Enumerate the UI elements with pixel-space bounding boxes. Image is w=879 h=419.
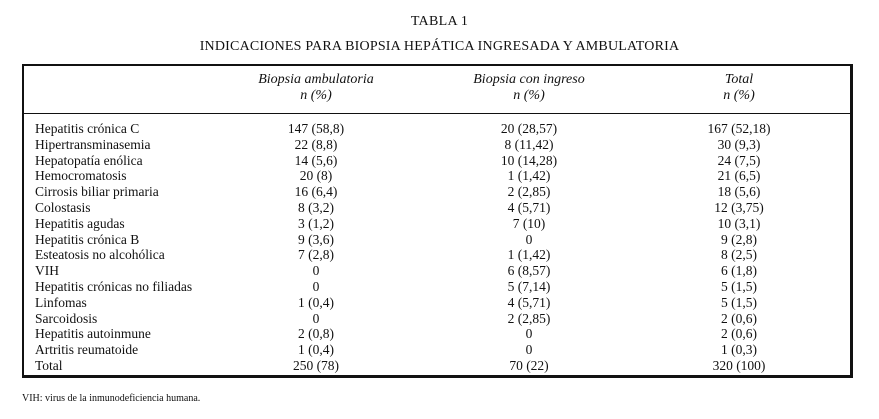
table-cell: 4 (5,71)	[507, 199, 551, 215]
row-label: Hepatitis autoinmune	[35, 326, 151, 342]
table-cell: 20 (8)	[299, 168, 333, 184]
table-row	[24, 200, 850, 216]
table-cell: 70 (22)	[509, 357, 549, 373]
table-row	[24, 121, 850, 137]
table-cell: 10 (14,28)	[500, 152, 558, 168]
column-header-admission	[429, 72, 629, 104]
table-cell: 0	[525, 342, 533, 358]
row-label: Cirrosis biliar primaria	[35, 184, 159, 200]
table-row	[24, 153, 850, 169]
column-unit: n (%)	[723, 88, 755, 103]
table-cell: 16 (6,4)	[294, 184, 338, 200]
column-name: Biopsia ambulatoria	[258, 72, 374, 87]
table-cell: 1 (1,42)	[507, 168, 551, 184]
table-number: TABLA 1	[410, 14, 469, 29]
table-cell: 9 (3,6)	[298, 231, 334, 247]
row-label: Hepatitis crónicas no filiadas	[35, 278, 193, 294]
table-cell: 0	[312, 278, 320, 294]
table-cell: 22 (8,8)	[294, 136, 338, 152]
header-divider	[24, 113, 850, 114]
row-label: Hepatopatía enólica	[35, 152, 143, 168]
column-name: Total	[724, 72, 754, 87]
table-title: INDICACIONES PARA BIOPSIA HEPÁTICA INGRESADA Y AMBULATORIA	[199, 39, 680, 54]
table-cell: 2 (2,85)	[507, 184, 551, 200]
table-cell: 21 (6,5)	[717, 168, 761, 184]
table-cell: 20 (28,57)	[500, 121, 558, 136]
table-cell: 5 (7,14)	[507, 278, 551, 294]
table-cell: 2 (2,85)	[507, 310, 551, 326]
table-cell: 6 (1,8)	[721, 263, 757, 279]
row-label: Hemocromatosis	[35, 168, 127, 184]
table-cell: 8 (3,2)	[298, 199, 334, 215]
table-cell: 2 (0,8)	[298, 326, 334, 342]
table-cell: 250 (78)	[292, 357, 340, 373]
column-unit: n (%)	[513, 88, 545, 103]
data-table	[22, 64, 853, 378]
row-label: Hipertransminasemia	[35, 136, 151, 152]
table-footnote: VIH: virus de la inmunodeficiencia humana.	[22, 393, 201, 404]
table-cell: 3 (1,2)	[298, 215, 334, 231]
table-cell: 5 (1,5)	[721, 294, 757, 310]
row-label: Colostasis	[35, 199, 91, 215]
table-cell: 18 (5,6)	[717, 184, 761, 200]
row-label: Sarcoidosis	[35, 310, 98, 326]
table-cell: 9 (2,8)	[721, 231, 757, 247]
table-cell: 167 (52,18)	[707, 121, 771, 136]
table-row	[24, 247, 850, 263]
table-cell: 0	[312, 263, 320, 279]
column-unit: n (%)	[300, 88, 332, 103]
table-cell: 4 (5,71)	[507, 294, 551, 310]
table-row	[24, 279, 850, 295]
table-cell: 5 (1,5)	[721, 278, 757, 294]
table-cell: 10 (3,1)	[717, 215, 761, 231]
table-cell: 0	[525, 231, 533, 247]
table-body	[24, 121, 850, 374]
table-row	[24, 137, 850, 153]
table-row	[24, 326, 850, 342]
table-cell: 8 (11,42)	[504, 136, 554, 152]
table-cell: 0	[525, 326, 533, 342]
table-row	[24, 168, 850, 184]
table-cell: 12 (3,75)	[714, 199, 764, 215]
table-row	[24, 216, 850, 232]
column-name: Biopsia con ingreso	[473, 72, 585, 87]
table-cell: 1 (1,42)	[507, 247, 551, 263]
table-cell: 1 (0,4)	[298, 294, 334, 310]
table-cell: 0	[312, 310, 320, 326]
table-row	[24, 184, 850, 200]
table-row	[24, 295, 850, 311]
table-header	[24, 72, 850, 112]
table-cell: 30 (9,3)	[717, 136, 761, 152]
table-cell: 2 (0,6)	[721, 326, 757, 342]
column-header-total	[639, 72, 839, 104]
table-cell: 320 (100)	[712, 357, 766, 373]
row-label: VIH	[35, 263, 59, 279]
table-cell: 1 (0,3)	[721, 342, 757, 358]
row-label: Esteatosis no alcohólica	[35, 247, 165, 263]
table-cell: 14 (5,6)	[294, 152, 338, 168]
table-row	[24, 342, 850, 358]
column-header-ambulatory	[216, 72, 416, 104]
row-label: Total	[35, 357, 63, 373]
table-cell: 2 (0,6)	[721, 310, 757, 326]
table-row	[24, 263, 850, 279]
table-cell: 7 (10)	[512, 215, 546, 231]
row-label: Artritis reumatoide	[35, 342, 139, 358]
row-label: Hepatitis crónica B	[35, 231, 140, 247]
table-row	[24, 311, 850, 327]
table-cell: 6 (8,57)	[507, 263, 551, 279]
row-label: Hepatitis crónica C	[35, 121, 140, 136]
table-cell: 1 (0,4)	[298, 342, 334, 358]
table-cell: 24 (7,5)	[717, 152, 761, 168]
row-label: Linfomas	[35, 294, 87, 310]
table-row	[24, 232, 850, 248]
row-label: Hepatitis agudas	[35, 215, 125, 231]
table-row	[24, 358, 850, 374]
table-cell: 147 (58,8)	[287, 121, 345, 136]
table-cell: 8 (2,5)	[721, 247, 757, 263]
table-cell: 7 (2,8)	[298, 247, 334, 263]
